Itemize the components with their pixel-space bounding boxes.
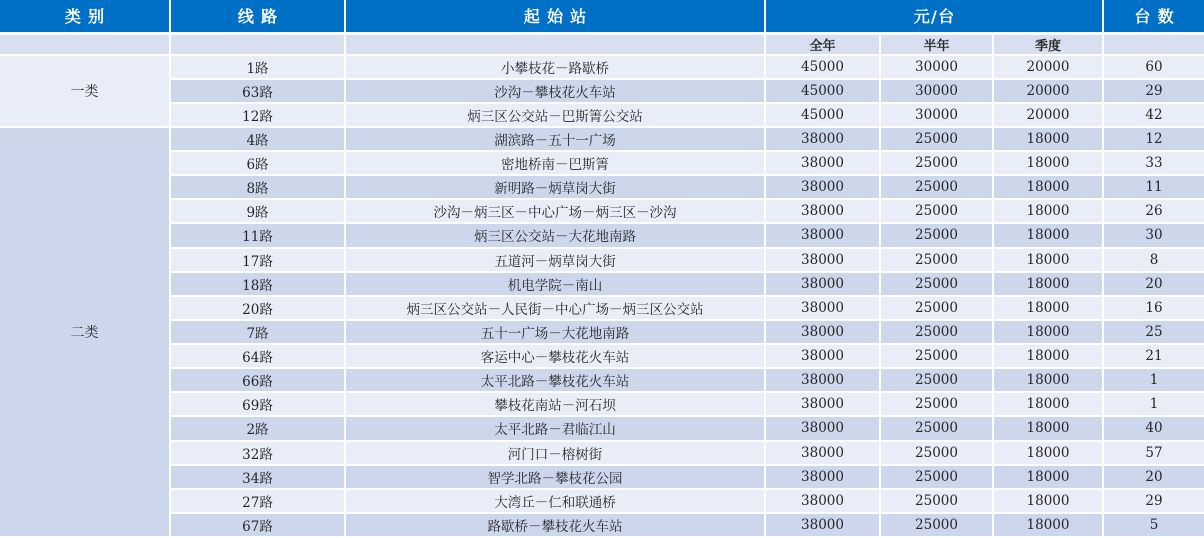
table-row [0,127,1204,151]
price-half-year-cell: 25000 [880,489,993,513]
price-quarter-cell: 18000 [993,175,1103,199]
route-cell: 67路 [170,513,345,537]
price-half-year-cell: 25000 [880,223,993,247]
price-annual-cell: 45000 [765,79,880,103]
price-half-year-cell: 25000 [880,151,993,175]
route-cell: 34路 [170,465,345,489]
table-row [0,513,1204,537]
price-half-year-cell: 25000 [880,175,993,199]
route-cell: 20路 [170,296,345,320]
subheader-annual: 全年 [765,33,880,55]
price-half-year-cell: 25000 [880,248,993,272]
price-annual-cell: 38000 [765,296,880,320]
price-quarter-cell: 18000 [993,151,1103,175]
price-quarter-cell: 18000 [993,513,1103,537]
price-half-year-cell: 25000 [880,272,993,296]
table-row [0,368,1204,392]
col-header-units: 台数 [1103,0,1204,33]
price-annual-cell: 38000 [765,513,880,537]
col-header-category: 类别 [0,0,170,33]
units-cell: 20 [1103,272,1204,296]
price-annual-cell: 38000 [765,416,880,440]
route-cell: 69路 [170,392,345,416]
route-cell: 12路 [170,103,345,127]
price-annual-cell: 38000 [765,392,880,416]
price-half-year-cell: 25000 [880,465,993,489]
table-row [0,151,1204,175]
price-half-year-cell: 25000 [880,127,993,151]
table-row [0,465,1204,489]
units-cell: 5 [1103,513,1204,537]
col-header-route: 线路 [170,0,345,33]
table-row [0,55,1204,79]
price-quarter-cell: 18000 [993,489,1103,513]
units-cell: 29 [1103,489,1204,513]
price-quarter-cell: 18000 [993,199,1103,223]
table-row [0,199,1204,223]
route-cell: 32路 [170,441,345,465]
price-annual-cell: 38000 [765,175,880,199]
units-cell: 33 [1103,151,1204,175]
units-cell: 30 [1103,223,1204,247]
route-cell: 9路 [170,199,345,223]
table-row [0,103,1204,127]
price-annual-cell: 38000 [765,441,880,465]
table-row [0,320,1204,344]
stations-cell: 河门口－榕树街 [345,441,765,465]
route-cell: 18路 [170,272,345,296]
price-quarter-cell: 20000 [993,103,1103,127]
price-annual-cell: 45000 [765,55,880,79]
price-quarter-cell: 18000 [993,441,1103,465]
price-quarter-cell: 18000 [993,320,1103,344]
price-annual-cell: 38000 [765,320,880,344]
price-annual-cell: 38000 [765,127,880,151]
units-cell: 42 [1103,103,1204,127]
price-annual-cell: 38000 [765,489,880,513]
stations-cell: 炳三区公交站－大花地南路 [345,223,765,247]
stations-cell: 太平北路－攀枝花火车站 [345,368,765,392]
route-cell: 6路 [170,151,345,175]
stations-cell: 路歇桥－攀枝花火车站 [345,513,765,537]
subheader-spacer-units [1103,33,1204,55]
units-cell: 11 [1103,175,1204,199]
units-cell: 16 [1103,296,1204,320]
stations-cell: 五十一广场－大花地南路 [345,320,765,344]
price-quarter-cell: 18000 [993,223,1103,247]
price-half-year-cell: 25000 [880,344,993,368]
price-half-year-cell: 25000 [880,368,993,392]
price-annual-cell: 38000 [765,368,880,392]
col-header-stations: 起始站 [345,0,765,33]
units-cell: 57 [1103,441,1204,465]
price-half-year-cell: 25000 [880,320,993,344]
stations-cell: 炳三区公交站－巴斯箐公交站 [345,103,765,127]
table-row [0,416,1204,440]
units-cell: 60 [1103,55,1204,79]
price-quarter-cell: 18000 [993,344,1103,368]
route-cell: 2路 [170,416,345,440]
price-quarter-cell: 18000 [993,272,1103,296]
table-row [0,344,1204,368]
stations-cell: 沙沟－攀枝花火车站 [345,79,765,103]
stations-cell: 攀枝花南站－河石坝 [345,392,765,416]
route-cell: 1路 [170,55,345,79]
table-row [0,441,1204,465]
subheader-spacer-route [170,33,345,55]
price-quarter-cell: 18000 [993,465,1103,489]
stations-cell: 客运中心－攀枝花火车站 [345,344,765,368]
header-row [0,0,1204,33]
stations-cell: 小攀枝花－路歇桥 [345,55,765,79]
route-cell: 4路 [170,127,345,151]
units-cell: 8 [1103,248,1204,272]
price-quarter-cell: 18000 [993,392,1103,416]
route-cell: 27路 [170,489,345,513]
route-cell: 7路 [170,320,345,344]
stations-cell: 炳三区公交站－人民街－中心广场－炳三区公交站 [345,296,765,320]
table-row [0,79,1204,103]
units-cell: 25 [1103,320,1204,344]
price-quarter-cell: 20000 [993,55,1103,79]
route-cell: 8路 [170,175,345,199]
price-half-year-cell: 30000 [880,103,993,127]
table-row [0,272,1204,296]
units-cell: 26 [1103,199,1204,223]
table-row [0,392,1204,416]
table-row [0,223,1204,247]
price-annual-cell: 38000 [765,272,880,296]
price-annual-cell: 38000 [765,151,880,175]
table-row [0,248,1204,272]
units-cell: 40 [1103,416,1204,440]
price-annual-cell: 38000 [765,223,880,247]
table-body [0,55,1204,538]
price-half-year-cell: 25000 [880,392,993,416]
price-half-year-cell: 30000 [880,79,993,103]
stations-cell: 沙沟－炳三区－中心广场－炳三区－沙沟 [345,199,765,223]
price-quarter-cell: 18000 [993,296,1103,320]
price-half-year-cell: 25000 [880,296,993,320]
price-half-year-cell: 25000 [880,416,993,440]
stations-cell: 新明路－炳草岗大街 [345,175,765,199]
subheader-half-year: 半年 [880,33,993,55]
route-cell: 66路 [170,368,345,392]
route-cell: 63路 [170,79,345,103]
price-half-year-cell: 25000 [880,513,993,537]
units-cell: 29 [1103,79,1204,103]
stations-cell: 太平北路－君临江山 [345,416,765,440]
price-annual-cell: 38000 [765,344,880,368]
subheader-row [0,33,1204,55]
price-quarter-cell: 18000 [993,127,1103,151]
price-annual-cell: 38000 [765,199,880,223]
subheader-quarter: 季度 [993,33,1103,55]
route-cell: 17路 [170,248,345,272]
subheader-spacer-stations [345,33,765,55]
price-annual-cell: 45000 [765,103,880,127]
stations-cell: 五道河－炳草岗大街 [345,248,765,272]
price-quarter-cell: 18000 [993,368,1103,392]
price-half-year-cell: 25000 [880,441,993,465]
price-annual-cell: 38000 [765,465,880,489]
price-half-year-cell: 25000 [880,199,993,223]
route-cell: 11路 [170,223,345,247]
units-cell: 1 [1103,392,1204,416]
category-cell: 一类 [0,55,170,127]
stations-cell: 大湾丘－仁和联通桥 [345,489,765,513]
table-row [0,296,1204,320]
table-row [0,175,1204,199]
units-cell: 1 [1103,368,1204,392]
table-row [0,489,1204,513]
stations-cell: 密地桥南－巴斯箐 [345,151,765,175]
category-cell: 二类 [0,127,170,537]
stations-cell: 机电学院－南山 [345,272,765,296]
price-quarter-cell: 18000 [993,248,1103,272]
stations-cell: 智学北路－攀枝花公园 [345,465,765,489]
subheader-spacer-category [0,33,170,55]
route-cell: 64路 [170,344,345,368]
units-cell: 20 [1103,465,1204,489]
stations-cell: 湖滨路－五十一广场 [345,127,765,151]
price-half-year-cell: 30000 [880,55,993,79]
price-quarter-cell: 18000 [993,416,1103,440]
price-annual-cell: 38000 [765,248,880,272]
units-cell: 12 [1103,127,1204,151]
price-quarter-cell: 20000 [993,79,1103,103]
col-header-price-group: 元/台 [765,0,1103,33]
units-cell: 21 [1103,344,1204,368]
